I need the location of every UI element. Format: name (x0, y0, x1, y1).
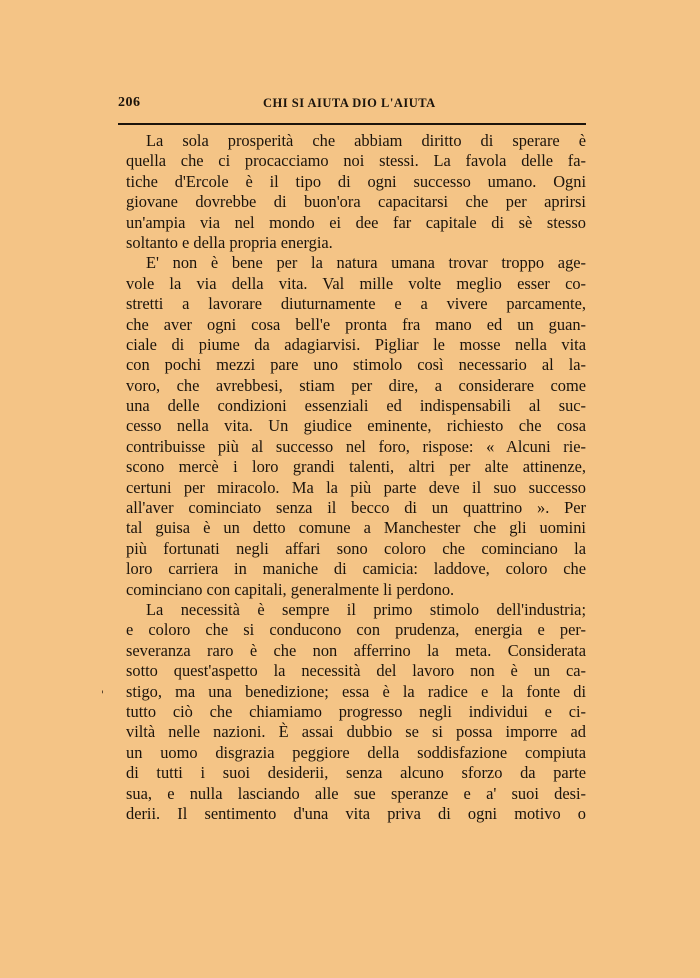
text-line: loro carriera in maniche di camicia: laddove, coloro che (126, 559, 586, 579)
text-line: stigo, ma una benedizione; essa è la radice e la fonte di (126, 681, 586, 701)
text-line: tutto ciò che chiamiamo progresso negli individui e ci- (126, 701, 586, 721)
text-line: un uomo disgrazia peggiore della soddisfazione compiuta (126, 742, 586, 762)
text-line: derii. Il sentimento d'una vita priva di ogni motivo o (126, 803, 586, 823)
text-line: scono mercè i loro grandi talenti, altri per alte attinenze, (126, 457, 586, 477)
margin-mark: ' (101, 690, 104, 701)
text-line: viltà nelle nazioni. È assai dubbio se si possa imporre ad (126, 722, 586, 742)
text-line: all'aver cominciato senza il becco di un quattrino ». Per (126, 498, 586, 518)
text-line: E' non è bene per la natura umana trovar troppo age- (146, 253, 586, 273)
text-line: con pochi mezzi pare uno stimolo così necessario al la- (126, 355, 586, 375)
text-line: sua, e nulla lasciando alle sue speranze e a' suoi desi- (126, 783, 586, 803)
page-number: 206 (118, 95, 141, 110)
text-line: voro, che avrebbesi, stiam per dire, a considerare come (126, 375, 586, 395)
text-line: cominciano con capitali, generalmente li perdono. (126, 579, 455, 599)
text-line: una delle condizioni essenziali ed indispensabili al suc- (126, 396, 586, 416)
text-line: e coloro che si conducono con prudenza, energia e per- (126, 620, 586, 640)
running-title: CHI SI AIUTA DIO L'AIUTA (263, 96, 436, 110)
header-rule (118, 123, 586, 125)
text-line: severanza raro è che non afferrino la meta. Considerata (126, 640, 586, 660)
text-line: tiche d'Ercole è il tipo di ogni successo umano. Ogni (126, 171, 586, 191)
text-line: La necessità è sempre il primo stimolo dell'industria; (146, 599, 586, 619)
text-line: vole la via della vita. Val mille volte meglio esser co- (126, 273, 586, 293)
text-line: soltanto e della propria energia. (126, 232, 333, 252)
text-line: ciale di piume da adagiarvisi. Pigliar le mosse nella vita (126, 334, 586, 354)
text-line: stretti a lavorare diuturnamente e a vivere parcamente, (126, 294, 586, 314)
text-line: tal guisa è un detto comune a Manchester che gli uomini (126, 518, 586, 538)
text-line: giovane dovrebbe di buon'ora capacitarsi che per aprirsi (126, 192, 586, 212)
text-line: sotto quest'aspetto la necessità del lavoro non è un ca- (126, 661, 586, 681)
text-line: cesso nella vita. Un giudice eminente, richiesto che cosa (126, 416, 586, 436)
text-line: un'ampia via nel mondo ei dee far capitale di sè stesso (126, 212, 586, 232)
text-line: di tutti i suoi desiderii, senza alcuno sforzo da parte (126, 763, 586, 783)
text-line: più fortunati negli affari sono coloro che cominciano la (126, 538, 586, 558)
text-line: contribuisse più al successo nel foro, rispose: « Alcuni rie- (126, 436, 586, 456)
text-line: quella che ci procacciamo noi stessi. La favola delle fa- (126, 151, 586, 171)
text-line: certuni per miracolo. Ma la più parte deve il suo successo (126, 477, 586, 497)
body-text (126, 131, 586, 824)
text-line: La sola prosperità che abbiam diritto di sperare è (146, 131, 586, 150)
text-line: che aver ogni cosa bell'e pronta fra mano ed un guan- (126, 314, 586, 334)
